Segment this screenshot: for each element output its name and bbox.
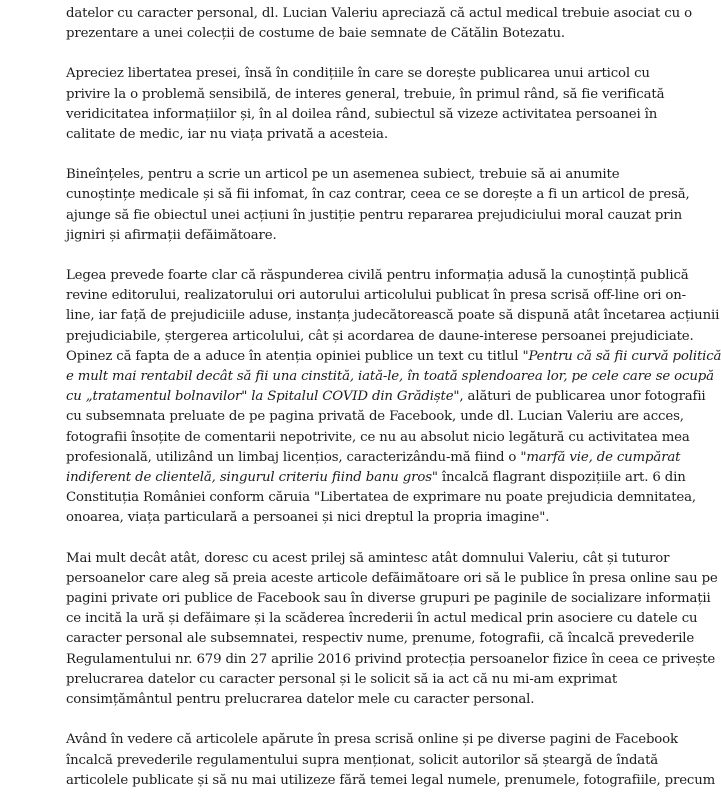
- text-line-rich: [66, 367, 714, 387]
- text-line: ajunge să fie obiectul unei acțiuni în justiție pentru repararea prejudiciului moral cauzat prin: [66, 207, 683, 223]
- text-line: încalcă prevederile regulamentului supra menționat, solicit autorilor să șteargă de îndată: [66, 752, 659, 768]
- text-line: line, iar față de prejudiciile aduse, instanța judecătorească poate să dispună atât încetarea acțiunii: [66, 308, 720, 324]
- text-line: consimțământul pentru prelucrarea datelor mele cu caracter personal.: [66, 692, 535, 708]
- text-line: ce incită la ură și defăimare și la scăderea încrederii în actul medical prin asociere cu datele cu: [66, 611, 698, 627]
- text-line: jigniri și afirmații defăimătoare.: [66, 227, 277, 243]
- text-line: veridicitatea informațiilor și, în al doilea rând, subiectul să vizeze activitatea persoanei în: [66, 106, 658, 122]
- paragraph-5: [66, 549, 718, 711]
- italic-quote: "Pentru că să fii curvă politică: [522, 348, 721, 364]
- text-line: caracter personal ale subsemnatei, respectiv nume, prenume, fotografii, că încalcă prevederile: [66, 631, 695, 647]
- text-line: onoarea, viața particulară a persoanei și nici dreptul la propria imagine".: [66, 510, 550, 526]
- paragraph-4: [66, 266, 721, 529]
- text-line: prezentare a unei colecții de costume de baie semnate de Cătălin Botezatu.: [66, 26, 565, 42]
- paragraph-3: [66, 165, 690, 246]
- text-line: Apreciez libertatea presei, însă în condițiile în care se dorește publicarea unui articol cu: [66, 66, 650, 82]
- text-line-rich: Opinez că fapta de a aduce în atenția opiniei publice un text cu titlul "Pentru că să fii curvă politică: [66, 348, 721, 364]
- text-line: Având în vedere că articolele apărute în presa scrisă online și pe diverse pagini de Facebook: [66, 732, 678, 748]
- text-line: Constituția României conform căruia "Libertatea de exprimare nu poate prejudicia demnitatea,: [66, 490, 696, 506]
- paragraph-2: [66, 64, 665, 145]
- text-line: datelor cu caracter personal, dl. Lucian Valeriu apreciază că actul medical trebuie asociat cu o: [66, 6, 692, 21]
- text-line: cu subsemnata preluate de pe pagina privată de Facebook, unde dl. Lucian Valeriu are acces,: [66, 409, 684, 425]
- italic-quote: cu „tratamentul bolnavilor" la Spitalul COVID din Grădiște": [66, 389, 460, 405]
- text-line: Bineînțeles, pentru a scrie un articol pe un asemenea subiect, trebuie să ai anumite: [66, 167, 620, 183]
- text-line-rich: indiferent de clientelă, singurul criteriu fiind banu gros" încalcă flagrant dispozițiile art. 6 din: [66, 470, 686, 486]
- italic-quote: e mult mai rentabil decât să fii una cinstită, iată-le, în toată splendoarea lor, pe cele care se ocupă: [66, 369, 714, 385]
- text-line: prelucrarea datelor cu caracter personal și le solicit să ia act că nu mi-am exprimat: [66, 671, 618, 687]
- text-line: articolele publicate și să nu mai utilizeze fără temei legal numele, prenumele, fotografiile, precum: [66, 772, 716, 788]
- paragraph-1: [66, 4, 692, 44]
- text-line: fotografii însoțite de comentarii nepotrivite, ce nu au absolut nicio legătură cu activitatea mea: [66, 429, 690, 445]
- paragraph-6: [66, 730, 716, 791]
- text-line: prejudiciabile, ștergerea articolului, cât și acordarea de daune-interese persoanei prejudiciate.: [66, 328, 694, 344]
- italic-quote: "marfă vie, de cumpărat: [520, 449, 681, 465]
- text-line: revine editorului, realizatorului ori autorului articolului publicat în presa scrisă off-line ori on-: [66, 288, 687, 304]
- italic-quote: indiferent de clientelă, singurul criteriu fiind banu gros": [66, 470, 438, 486]
- text-line: privire la o problemă sensibilă, de interes general, trebuie, în primul rând, să fie verificată: [66, 86, 665, 102]
- text-line-rich: cu „tratamentul bolnavilor" la Spitalul COVID din Grădiște", alături de publicarea unor fotografii: [66, 389, 706, 405]
- text-line: cunoștințe medicale și să fii infomat, în caz contrar, ceea ce se dorește a fi un articol de presă,: [66, 187, 690, 203]
- text-line: calitate de medic, iar nu viața privată a acesteia.: [66, 127, 388, 143]
- text-line: pagini private ori publice de Facebook sau în diverse grupuri pe paginile de socializare informații: [66, 591, 711, 607]
- text-line: persoanelor care aleg să preia aceste articole defăimătoare ori să le publice în presa online sau pe: [66, 570, 718, 586]
- text-line-rich: profesională, utilizând un limbaj licențios, caracterizându-mă fiind o "marfă vie, de cumpărat: [66, 449, 681, 465]
- text-line: Legea prevede foarte clar că răspunderea civilă pentru informația adusă la cunoștință publică: [66, 268, 689, 284]
- text-line: Regulamentului nr. 679 din 27 aprilie 2016 privind protecția persoanelor fizice în ceea ce privește: [66, 651, 716, 667]
- text-line: Mai mult decât atât, doresc cu acest prilej să amintesc atât domnului Valeriu, cât și tuturor: [66, 550, 670, 566]
